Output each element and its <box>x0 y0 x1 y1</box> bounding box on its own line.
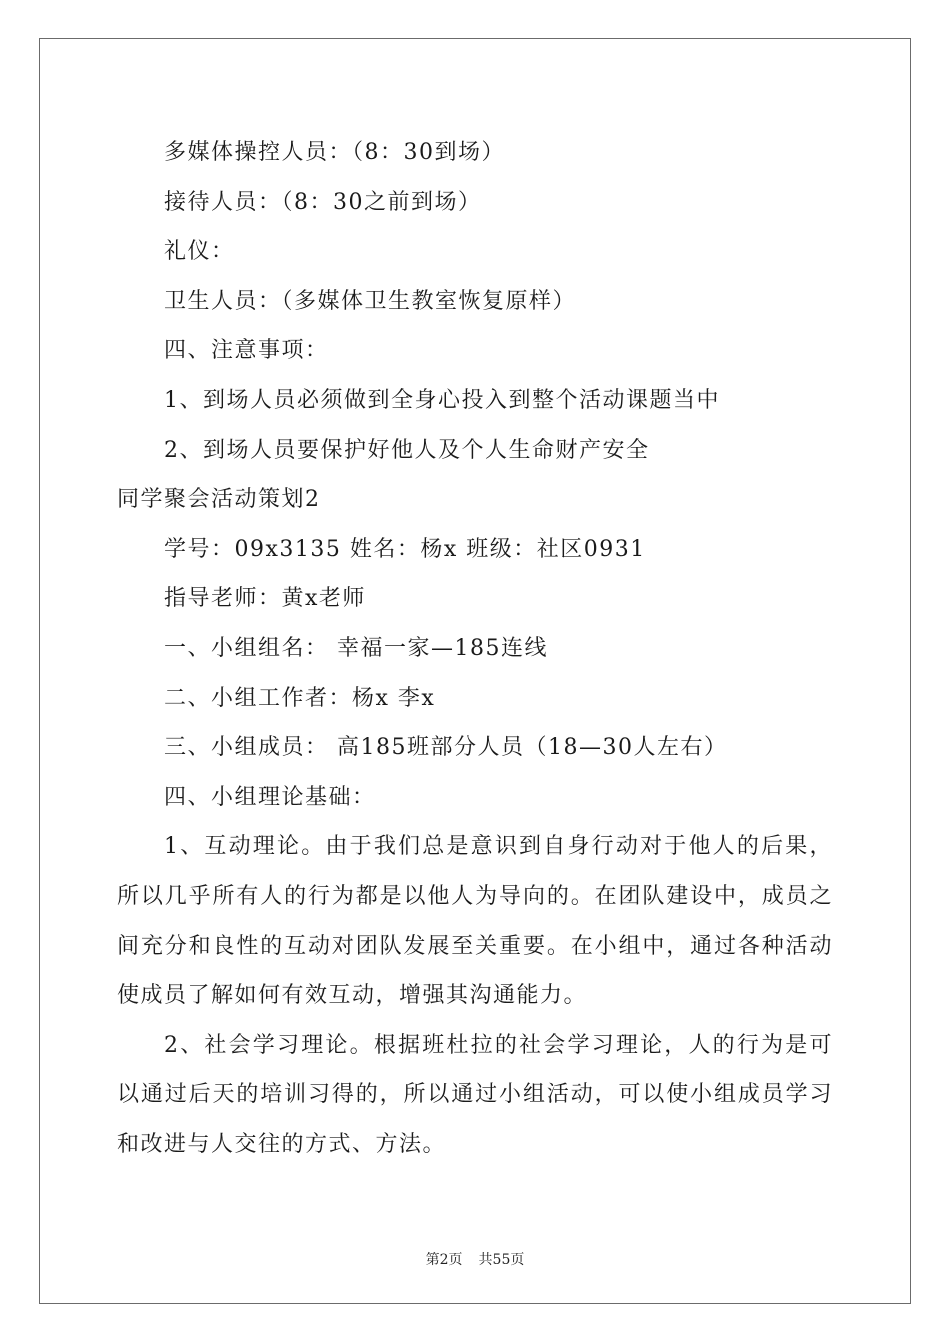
text-line: 礼仪： <box>164 239 235 265</box>
section-heading: 四、小组理论基础： <box>164 784 376 810</box>
text-line: 1、到场人员必须做到全身心投入到整个活动课题当中 <box>164 387 720 413</box>
page-total: 共55页 <box>478 1252 525 1268</box>
paragraph: 1、互动理论。由于我们总是意识到自身行动对于他人的后果，所以几乎所有人的行为都是以他人为导向的。在团队建设中，成员之间充分和良性的互动对团队发展至关重要。在小组中，通过各种活动使成员了解如何有效互动，增强其沟通能力。 <box>117 834 833 1009</box>
text-line: 指导老师：黄x老师 <box>164 586 366 612</box>
text-line: 2、到场人员要保护好他人及个人生命财产安全 <box>164 437 650 463</box>
paragraph: 2、社会学习理论。根据班杜拉的社会学习理论，人的行为是可以通过后天的培训习得的，所以通过小组活动，可以使小组成员学习和改进与人交往的方式、方法。 <box>117 1032 833 1157</box>
page-footer <box>0 1249 950 1269</box>
text-line: 接待人员：（8：30之前到场） <box>164 189 482 215</box>
text-line: 一、小组组名： 幸福一家—185连线 <box>164 635 548 661</box>
text-line: 学号：09x3135 姓名：杨x 班级：社区0931 <box>164 536 646 562</box>
text-line: 卫生人员：（多媒体卫生教室恢复原样） <box>164 288 577 314</box>
document-title: 同学聚会活动策划2 <box>117 487 321 513</box>
page-number: 第2页 <box>425 1252 463 1268</box>
section-heading: 四、注意事项： <box>164 338 329 364</box>
text-line: 二、小组工作者：杨x 李x <box>164 685 436 711</box>
text-line: 三、小组成员： 高185班部分人员（18—30人左右） <box>164 735 728 761</box>
document-body <box>117 128 833 1169</box>
text-line: 多媒体操控人员：（8：30到场） <box>164 140 505 165</box>
